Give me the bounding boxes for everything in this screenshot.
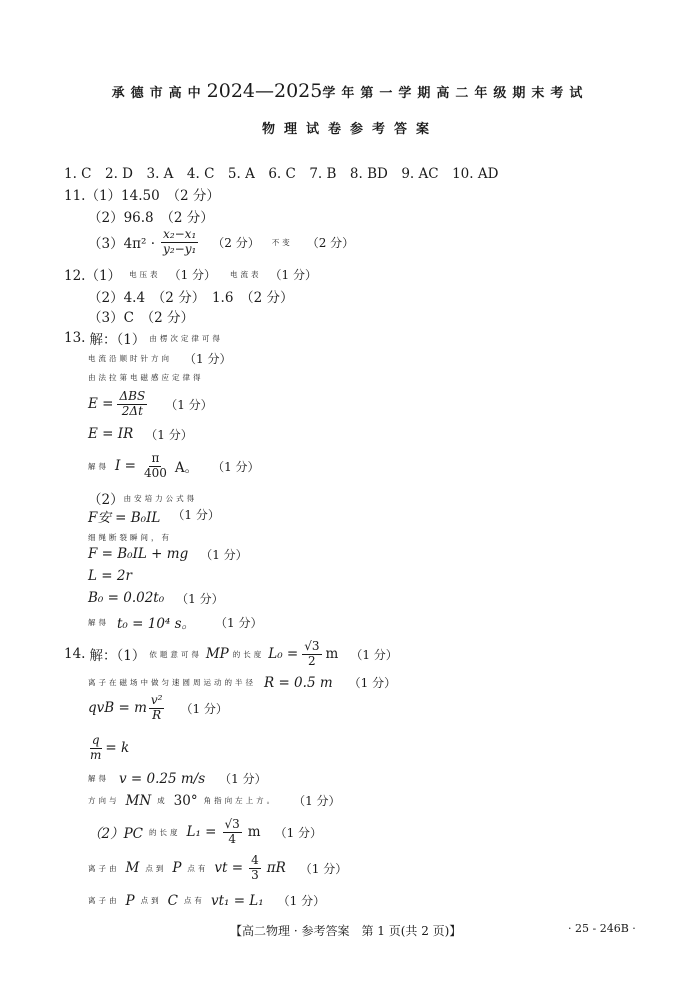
q14-line8-numerator: 4	[251, 853, 259, 867]
q14-line8-point-m: M	[125, 860, 140, 877]
q14-line7-numerator: √3	[224, 817, 240, 831]
q14-line3-fraction	[149, 694, 165, 723]
q14-line9-text-b: 点到	[140, 896, 162, 905]
q14-line7-text: 的长度	[149, 827, 181, 837]
q12-part3: （3）C （2 分）	[88, 310, 195, 326]
q13-line10-score: （1 分）	[200, 548, 248, 562]
q14-line5-formula: v = 0.25 m/s	[119, 770, 206, 787]
q14-line4-rhs: = k	[105, 740, 130, 757]
q11-part3-note: 不变	[271, 237, 293, 247]
q14-line9-point-c: C	[167, 892, 178, 909]
q14-line3-score: （1 分）	[180, 701, 228, 716]
q14-line1-numerator: √3	[304, 639, 320, 653]
q14-line6-angle: 30°	[173, 792, 198, 809]
q11-part2: （2）96.8 （2 分）	[88, 210, 214, 226]
q14-line7	[88, 818, 322, 847]
q14-line4	[88, 734, 129, 763]
q11-part1: 11.（1）14.50 （2 分）	[64, 188, 220, 204]
q13-line6-score: （1 分）	[212, 459, 260, 474]
q14-line9-formula: vt₁ = L₁	[210, 892, 264, 909]
q13-line12	[88, 590, 224, 607]
school-year: 2024—2025	[206, 80, 323, 102]
q14-line4-numerator: q	[91, 733, 100, 747]
q13-number: 13.	[64, 330, 86, 346]
q14-line7-score: （1 分）	[274, 825, 323, 840]
q13-line12-formula: B₀ = 0.02t₀	[88, 590, 165, 606]
q14-line8-denominator: 3	[251, 867, 259, 882]
q13-line6	[88, 452, 260, 481]
q14-part2-label: （2）PC	[88, 826, 144, 843]
q14-line1-score: （1 分）	[350, 647, 398, 662]
q13-line4-fraction	[117, 390, 147, 419]
q13-line1-text: 由楞次定律可得	[149, 333, 223, 343]
q14-line2-formula: R = 0.5 m	[264, 674, 333, 691]
q14-line3-lhs: qvB = m	[88, 700, 147, 717]
q14-line8-text-c: 点有	[187, 863, 209, 873]
q13-line5	[88, 426, 193, 443]
q13-line4	[88, 390, 213, 419]
q14-line6-line-name: MN	[125, 792, 152, 809]
q14-line1-unit: m	[325, 646, 339, 663]
q14-line9-point-p: P	[125, 892, 135, 909]
q13-line10	[88, 546, 248, 563]
q13-line4-numerator: ΔBS	[119, 389, 146, 403]
q11-fraction-denominator: y₂−y₁	[163, 241, 197, 256]
q14-line6	[88, 792, 341, 809]
q13-line2-text: 电流沿顺时针方向	[88, 354, 172, 363]
q14-line4-fraction	[88, 734, 103, 763]
q14-line7-unit: m	[247, 824, 261, 841]
q14-line8-score: （1 分）	[299, 861, 348, 876]
q11-part3	[88, 228, 354, 257]
q13-line1	[64, 328, 223, 348]
q14-line8	[88, 854, 347, 883]
q13-line6-fraction	[142, 452, 169, 481]
q14-line9-text-a: 离子由	[88, 896, 120, 905]
q13-line6-lhs: I =	[115, 458, 136, 475]
q14-line9-score: （1 分）	[277, 894, 326, 908]
q14-line1-lhs: L₀ =	[268, 646, 299, 663]
q14-line5-label: 解得	[88, 774, 109, 783]
q13-line2	[88, 350, 231, 367]
q14-line3-denominator: R	[152, 707, 162, 722]
exam-title	[0, 80, 700, 102]
q14-line1	[64, 640, 398, 669]
q13-line4-denominator: 2Δt	[121, 403, 143, 418]
q13-line6-denominator: 400	[143, 465, 167, 480]
q12-part2: （2）4.4 （2 分） 1.6 （2 分）	[88, 290, 294, 306]
q13-line8-formula: F安 = B₀IL	[88, 510, 161, 526]
q13-line7	[88, 488, 197, 508]
q13-line4-score: （1 分）	[165, 397, 213, 412]
q11-fraction-numerator: x₂−x₁	[163, 227, 197, 241]
q13-line8	[88, 506, 220, 526]
q14-number: 14.	[64, 646, 86, 663]
q14-line6-text-c: 角指向左上方。	[203, 796, 278, 805]
q14-line5-score: （1 分）	[219, 772, 267, 786]
q14-line7-denominator: 4	[228, 831, 236, 846]
q14-line9	[88, 892, 325, 909]
q12-part1-score-a: （1 分）	[168, 267, 217, 282]
q14-line1-text-b: 的长度	[232, 649, 265, 659]
q13-line10-formula: F = B₀IL + mg	[88, 546, 189, 562]
q14-line8-point-p: P	[172, 860, 182, 877]
q13-line5-formula: E = IR	[88, 426, 134, 442]
q11-part3-prefix: （3）4π² ·	[88, 236, 156, 253]
q14-line6-score: （1 分）	[293, 794, 341, 808]
q14-line8-lhs: vt =	[214, 860, 244, 877]
q14-part1-label: 解：（1）	[89, 648, 146, 665]
q12-part1-prefix: 12.（1）	[64, 268, 122, 284]
q13-line11: L = 2r	[88, 568, 132, 584]
q14-line1-fraction	[302, 640, 321, 669]
q13-line6-unit: A。	[174, 460, 199, 477]
q13-line5-score: （1 分）	[145, 428, 193, 442]
q13-line6-label: 解得	[88, 461, 109, 471]
q12-part1	[64, 264, 317, 284]
page-footer: 【高二物理 · 参考答案 第 1 页(共 2 页)】	[230, 924, 462, 938]
q13-line13-formula: t₀ = 10⁴ s。	[117, 616, 196, 632]
q14-line7-fraction	[223, 818, 242, 847]
q12-part1-answer-b: 电流表	[230, 269, 262, 279]
q14-line3-numerator: v²	[150, 693, 163, 707]
document-code: · 25 - 246B ·	[568, 922, 636, 935]
q14-line1-denominator: 2	[308, 653, 316, 668]
q11-part3-score: （2 分）	[212, 235, 260, 250]
q14-line2-text: 离子在磁场中做匀速圆周运动的半径	[88, 678, 256, 687]
q13-line12-score: （1 分）	[176, 592, 224, 606]
q14-line1-text-a: 依题意可得	[149, 649, 202, 659]
q14-line8-text-b: 点到	[145, 863, 167, 873]
q14-line3	[88, 694, 228, 723]
q14-line8-fraction	[249, 854, 261, 883]
q14-line9-text-c: 点有	[183, 896, 205, 905]
q13-line13-score: （1 分）	[215, 615, 263, 630]
q13-part1-label: 解：（1）	[89, 332, 146, 348]
q13-line6-numerator: π	[151, 451, 160, 465]
exam-subtitle: 物理试卷参考答案	[261, 122, 438, 137]
q11-part3-score2: （2 分）	[306, 235, 355, 250]
choice-answers: 1. C 2. D 3. A 4. C 5. A 6. C 7. B 8. BD 9. AC 10. AD	[64, 166, 499, 182]
q14-line7-lhs: L₁ =	[186, 824, 217, 841]
q13-line3: 由法拉第电磁感应定律得	[88, 373, 204, 382]
q14-line2-score: （1 分）	[348, 676, 397, 690]
q12-part1-score-b: （1 分）	[269, 267, 317, 282]
q13-line2-score: （1 分）	[184, 352, 232, 366]
q13-line7-text: 由安培力公式得	[123, 493, 198, 503]
q13-line13-label: 解得	[88, 617, 109, 627]
q14-line8-text-a: 离子由	[88, 863, 120, 873]
q13-line9: 细绳断裂瞬间，有	[88, 533, 172, 542]
q14-line8-rhs: πR	[266, 860, 286, 877]
q14-line6-text-b: 成	[157, 796, 168, 805]
q12-part1-answer-a: 电压表	[129, 269, 161, 279]
q13-line13	[88, 612, 263, 632]
q11-fraction	[161, 228, 198, 257]
q13-line8-score: （1 分）	[172, 508, 220, 522]
q14-line5	[88, 770, 267, 787]
exam-title-prefix: 承德市高中	[111, 86, 207, 101]
exam-title-suffix: 学年第一学期高二年级期末考试	[322, 86, 589, 101]
q14-line4-denominator: m	[90, 747, 102, 762]
q14-line1-segment: MP	[205, 646, 229, 663]
q13-line4-lhs: E =	[88, 396, 114, 413]
q13-part2-label: （2）	[88, 492, 124, 508]
q14-line6-text-a: 方向与	[88, 796, 120, 805]
q14-line2	[88, 674, 396, 691]
